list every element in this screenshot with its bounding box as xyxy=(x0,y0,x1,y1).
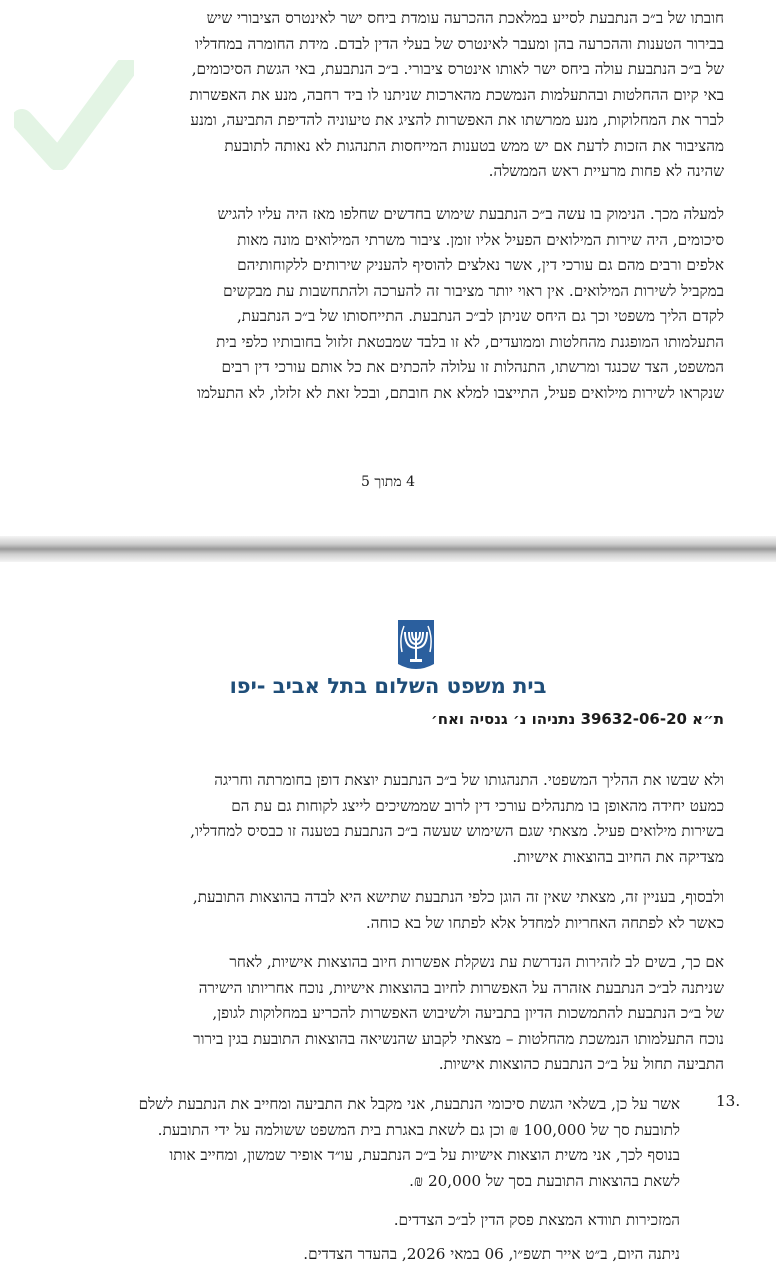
text-line: המשפט, הצד שכנגד ומרשתו, התנהלות זו עלולה להכתים את כל אותם עורכי דין רבים xyxy=(221,358,724,376)
case-number: ת״א 39632-06-20 נתניהו נ׳ גנסיה ואח׳ xyxy=(431,710,724,728)
text-line: שניתנה לב״כ הנתבעת אזהרה על האפשרות לחיוב בהוצאות אישיות, נוכח אחריותו הישירה xyxy=(198,978,724,997)
text-line: בנוסף לכך, אני משית הוצאות אישיות על ב״כ הנתבעת, עו״ד אופיר שמשון, ומחייב אותו xyxy=(169,1146,680,1164)
text-line: של ב״כ הנתבעת עולה ביחס ישר לאותו אינטרס ציבורי. ב״כ הנתבעת, באי הגשת הסיכומים, xyxy=(191,60,724,78)
document-page-top xyxy=(0,0,776,536)
text-line: כאשר לא לפתחה האחריות למחדל אלא לפתחו של בא כוחה. xyxy=(365,913,724,932)
paragraph-reserve-service xyxy=(54,202,724,406)
text-line: כמעט יחידה מהאופן בו מתנהלים עורכי דין לרוב שממשיכים לייצג לקוחות גם עת הם xyxy=(231,796,724,815)
text-line: אלפים ורבים מהם גם עורכי דין, אשר נאלצים להוסיף להעניק שירותים ללקוחותיהם xyxy=(237,256,724,274)
document-page-bottom xyxy=(0,562,776,1280)
text-line: מהציבור את הזכות לדעת אם יש ממש בטענות המייחסות התנהגות לא נאותה לתובעת xyxy=(224,136,724,155)
text-line: חובתו של ב״כ הנתבעת לסייע במלאכת ההכרעה עומדת ביחס ישר לאינטרס הציבורי שיש xyxy=(206,9,724,27)
text-line: של ב״כ הנתבעת להתמשכות הדיון בתביעה ולשיבוש האפשרות להכריע במחלוקות לגופן, xyxy=(212,1004,724,1022)
text-line: התעלמותו המופגנת מהחלטות וממועדים, לא זו בלבד שמבטאת זלזול בחובותיו כלפי בית xyxy=(216,332,724,351)
text-line: בשירות מילואים פעיל. מצאתי שגם השימוש שעשה ב״כ הנתבעת בטענה זו כבסיס למחדליו, xyxy=(190,822,724,840)
text-line: לברר את המחלוקות, מנע ממרשתו את האפשרות להציג את טיעוניה להדיפת התביעה, ומנע xyxy=(190,111,724,129)
text-line: המזכירות תוודא המצאת פסק הדין לב״כ הצדדים. xyxy=(393,1211,680,1229)
item-number: 13. xyxy=(716,1092,741,1110)
court-name-heading: בית משפט השלום בתל אביב -יפו xyxy=(229,674,547,698)
paragraph-fairness xyxy=(54,885,724,936)
text-line: נוכח התעלמותו הנמשכת מהחלטות – מצאתי לקבוע שהנשיאה בהוצאות התובעת בגין בירור xyxy=(193,1029,724,1048)
text-line: ניתנה היום, ב״ט אייר תשפ״ו, 06 במאי 2026, בהעדר הצדדים. xyxy=(303,1245,680,1263)
page-number: 4 מתוך 5 xyxy=(360,474,416,490)
page-separator xyxy=(0,536,776,562)
paragraph-duty xyxy=(54,6,724,185)
text-line: שהינה לא פחות מרעיית ראש הממשלה. xyxy=(488,162,724,180)
text-line: התביעה תחול על ב״כ הנתבעת כהוצאות אישיות. xyxy=(438,1055,724,1073)
text-line: ולא שבשו את ההליך המשפטי. התנהגותו של ב״כ הנתבעת יוצאת דופן בחומרתה וחריגה xyxy=(214,771,724,789)
paragraph-ruling xyxy=(54,1092,680,1194)
text-line: שנקראו לשירות מילואים פעיל, התייצבו למלא את חובתם, ובכל זאת לא זלזלו, לא התעלמו xyxy=(197,383,724,402)
paragraph-personal-costs xyxy=(54,950,724,1078)
text-line: סיכומים, היה שירות המילואים הפעיל אליו זומן. ציבור משרתי המילואים מונה מאות xyxy=(237,230,724,249)
text-line: לשאת בהוצאות התובעת בסך של 20,000 ₪. xyxy=(409,1171,680,1190)
text-line: לתובעת סך של 100,000 ₪ וכן גם לשאת באגרת בית המשפט ששולמה על ידי התובעת. xyxy=(157,1120,680,1139)
text-line: למעלה מכך. הנימוק בו עשה ב״כ הנתבעת שימוש בחדשים שחלפו מאז היה עליו להגיש xyxy=(217,205,724,223)
text-line: בבירור הטענות וההכרעה בהן ומעבר לאינטרס של בעלי הדין לבדם. מידת החומרה במחדליו xyxy=(195,34,724,53)
text-line: אשר על כן, בשלאי הגשת סיכומי הנתבעת, אני מקבל את התביעה ומחייב את הנתבעת לשלם xyxy=(138,1095,680,1113)
paragraph-conduct xyxy=(54,768,724,870)
text-line: לקדם הליך משפטי וכך גם היחס שניתן לב״כ הנתבעת. התייחסותו של ב״כ הנתבעת, xyxy=(236,307,724,325)
text-line: מצדיקה את החיוב בהוצאות אישיות. xyxy=(512,847,724,866)
text-line: באי קיום ההחלטות ובהתעלמות הנמשכת מהארכות שניתנו לו ביד רחבה, מנע את האפשרות xyxy=(189,85,724,104)
paragraph-secretariat xyxy=(54,1208,680,1234)
state-emblem-icon xyxy=(396,618,436,674)
text-line: במקביל לשירות המילואים. אין ראוי יותר מציבור זה להערכה ולהתחשבות עת מבקשים xyxy=(223,281,724,300)
text-line: ולבסוף, בעניין זה, מצאתי שאין זה הוגן כלפי הנתבעת שתישא היא לבדה בהוצאות התובעת, xyxy=(192,888,724,906)
paragraph-given-date xyxy=(54,1242,680,1268)
text-line: אם כך, בשים לב לזהירות הנדרשת עת נשקלת אפשרות חיוב בהוצאות אישיות, לאחר xyxy=(229,953,724,971)
